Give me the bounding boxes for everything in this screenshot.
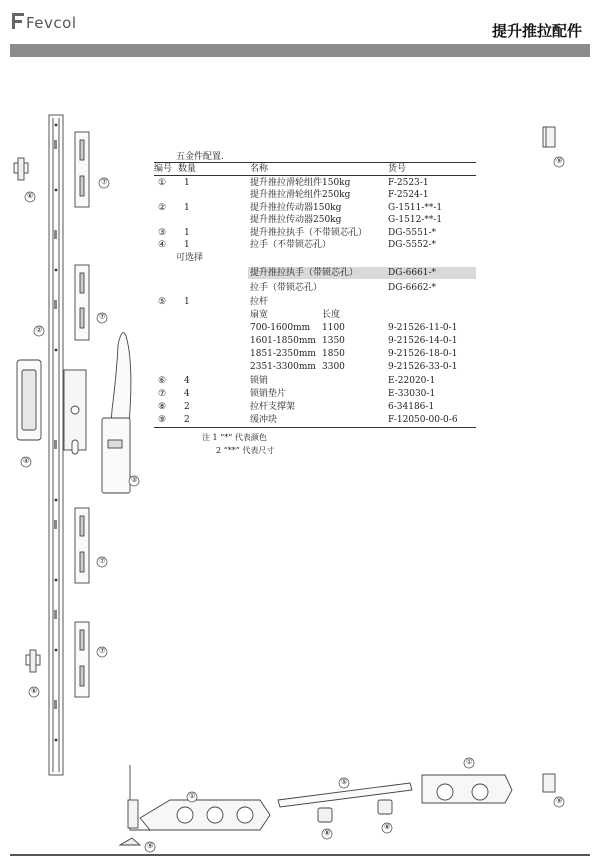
- row-name: 提升推拉传动器150kg: [250, 203, 342, 213]
- row-part: G-1511-**-1: [388, 203, 443, 213]
- row-num: ③: [158, 228, 167, 238]
- table-row: [154, 214, 474, 226]
- row-num: ①: [158, 178, 167, 188]
- row-part: F-12050-00-0-6: [388, 415, 458, 425]
- row-name: 1601-1850mm: [250, 336, 316, 346]
- callout-2: ②: [36, 326, 43, 334]
- table-row: [154, 309, 474, 321]
- row-length: 3300: [322, 362, 345, 372]
- row-qty: 1: [184, 297, 190, 307]
- row-part: 9-21526-18-0-1: [388, 349, 458, 359]
- row-length: 1350: [322, 336, 345, 346]
- table-row: [154, 252, 474, 264]
- row-qty: 1: [184, 203, 190, 213]
- header-name: 名称: [250, 164, 269, 174]
- row-part: E-22020-1: [388, 376, 436, 386]
- row-name: 锁销垫片: [250, 389, 287, 399]
- table-header-row: [154, 163, 474, 175]
- row-num: ⑦: [158, 389, 167, 399]
- row-part: 9-21526-11-0-1: [388, 323, 458, 333]
- table-row: [154, 375, 474, 387]
- callout-3: ③: [131, 476, 138, 484]
- row-part: DG-5552-*: [388, 240, 437, 250]
- row-part: F-2523-1: [388, 178, 429, 188]
- table-row: [154, 202, 474, 214]
- callout-7: ⑦: [101, 178, 108, 186]
- callout-9: ⑨: [556, 157, 563, 165]
- row-qty: 2: [184, 415, 190, 425]
- header-part: 货号: [388, 164, 407, 174]
- note-1: 注 1 “*” 代表颜色: [202, 433, 267, 442]
- callout-1: ①: [189, 792, 196, 800]
- row-part: DG-5551-*: [388, 228, 437, 238]
- callout-9: ⑨: [147, 842, 154, 850]
- callout-8: ⑧: [384, 823, 391, 831]
- row-name: 700-1600mm: [250, 323, 311, 333]
- row-name: 提升推拉执手（带锁芯孔）: [250, 268, 359, 278]
- row-part: E-33030-1: [388, 389, 436, 399]
- row-qty: 1: [184, 228, 190, 238]
- row-length: 1850: [322, 349, 345, 359]
- row-num: ②: [158, 203, 167, 213]
- row-part: DG-6662-*: [388, 283, 437, 293]
- callout-4: ④: [23, 457, 30, 465]
- table-row: [154, 282, 474, 294]
- row-name: 拉手（不带锁芯孔）: [250, 240, 332, 250]
- row-optional: 可选择: [176, 253, 204, 263]
- row-num: ⑨: [158, 415, 167, 425]
- callout-1: ①: [466, 758, 473, 766]
- row-qty: 1: [184, 240, 190, 250]
- header-qty: 数量: [178, 164, 197, 174]
- note-2: 2 “**” 代表尺寸: [216, 446, 275, 455]
- row-part: G-1512-**-1: [388, 215, 443, 225]
- table-row: [154, 401, 474, 413]
- logo-text: Fevcol: [26, 14, 77, 32]
- table-row-highlighted: [248, 267, 476, 279]
- table-bottom-rule: [154, 427, 476, 428]
- row-name: 提升推拉传动器250kg: [250, 215, 342, 225]
- row-name: 拉杆: [250, 297, 269, 307]
- callout-5: ⑤: [341, 778, 348, 786]
- callout-8: ⑧: [324, 829, 331, 837]
- table-row: [154, 335, 474, 347]
- callout-7: ⑦: [99, 313, 106, 321]
- bottom-rule: [10, 854, 590, 856]
- table-row: [154, 322, 474, 334]
- header-num: 编号: [154, 164, 173, 174]
- row-qty: 2: [184, 402, 190, 412]
- table-caption: 五金件配置.: [176, 152, 224, 162]
- table-header-rule: [154, 175, 476, 176]
- callout-9: ⑨: [556, 797, 563, 805]
- row-part: 9-21526-14-0-1: [388, 336, 458, 346]
- row-name: 提升推拉执手（不带锁芯孔）: [250, 228, 368, 238]
- row-part: DG-6661-*: [388, 268, 437, 278]
- row-length: 1100: [322, 323, 345, 333]
- row-name: 2351-3300mm: [250, 362, 316, 372]
- row-num: ⑤: [158, 297, 167, 307]
- row-num: ⑧: [158, 402, 167, 412]
- row-name: 提升推拉滑轮组件250kg: [250, 190, 351, 200]
- row-name: 1851-2350mm: [250, 349, 316, 359]
- row-part: 6-34186-1: [388, 402, 435, 412]
- table-row: [154, 227, 474, 239]
- table-row: [154, 414, 474, 426]
- callout-6: ⑥: [27, 192, 34, 200]
- table-row: [154, 189, 474, 201]
- row-name: 锁销: [250, 376, 269, 386]
- row-part: 9-21526-33-0-1: [388, 362, 458, 372]
- row-num: ⑥: [158, 376, 167, 386]
- row-name: 扇宽: [250, 310, 269, 320]
- parts-table: [154, 151, 476, 431]
- page-title: 提升推拉配件: [491, 22, 582, 40]
- row-length: 长度: [322, 310, 341, 320]
- row-qty: 4: [184, 376, 190, 386]
- row-qty: 4: [184, 389, 190, 399]
- row-num: ④: [158, 240, 167, 250]
- row-qty: 1: [184, 178, 190, 188]
- row-name: 提升推拉滑轮组件150kg: [250, 178, 351, 188]
- row-name: 拉手（带锁芯孔）: [250, 283, 323, 293]
- table-row: [154, 388, 474, 400]
- table-row: [154, 361, 474, 373]
- callout-7: ⑦: [99, 557, 106, 565]
- row-name: 拉杆支撑架: [250, 402, 296, 412]
- table-row: [154, 177, 474, 189]
- row-name: 缓冲块: [250, 415, 278, 425]
- callout-6: ⑥: [31, 687, 38, 695]
- callout-7: ⑦: [99, 647, 106, 655]
- row-part: F-2524-1: [388, 190, 429, 200]
- table-row: [154, 348, 474, 360]
- table-row: [154, 296, 474, 308]
- table-row: [154, 239, 474, 251]
